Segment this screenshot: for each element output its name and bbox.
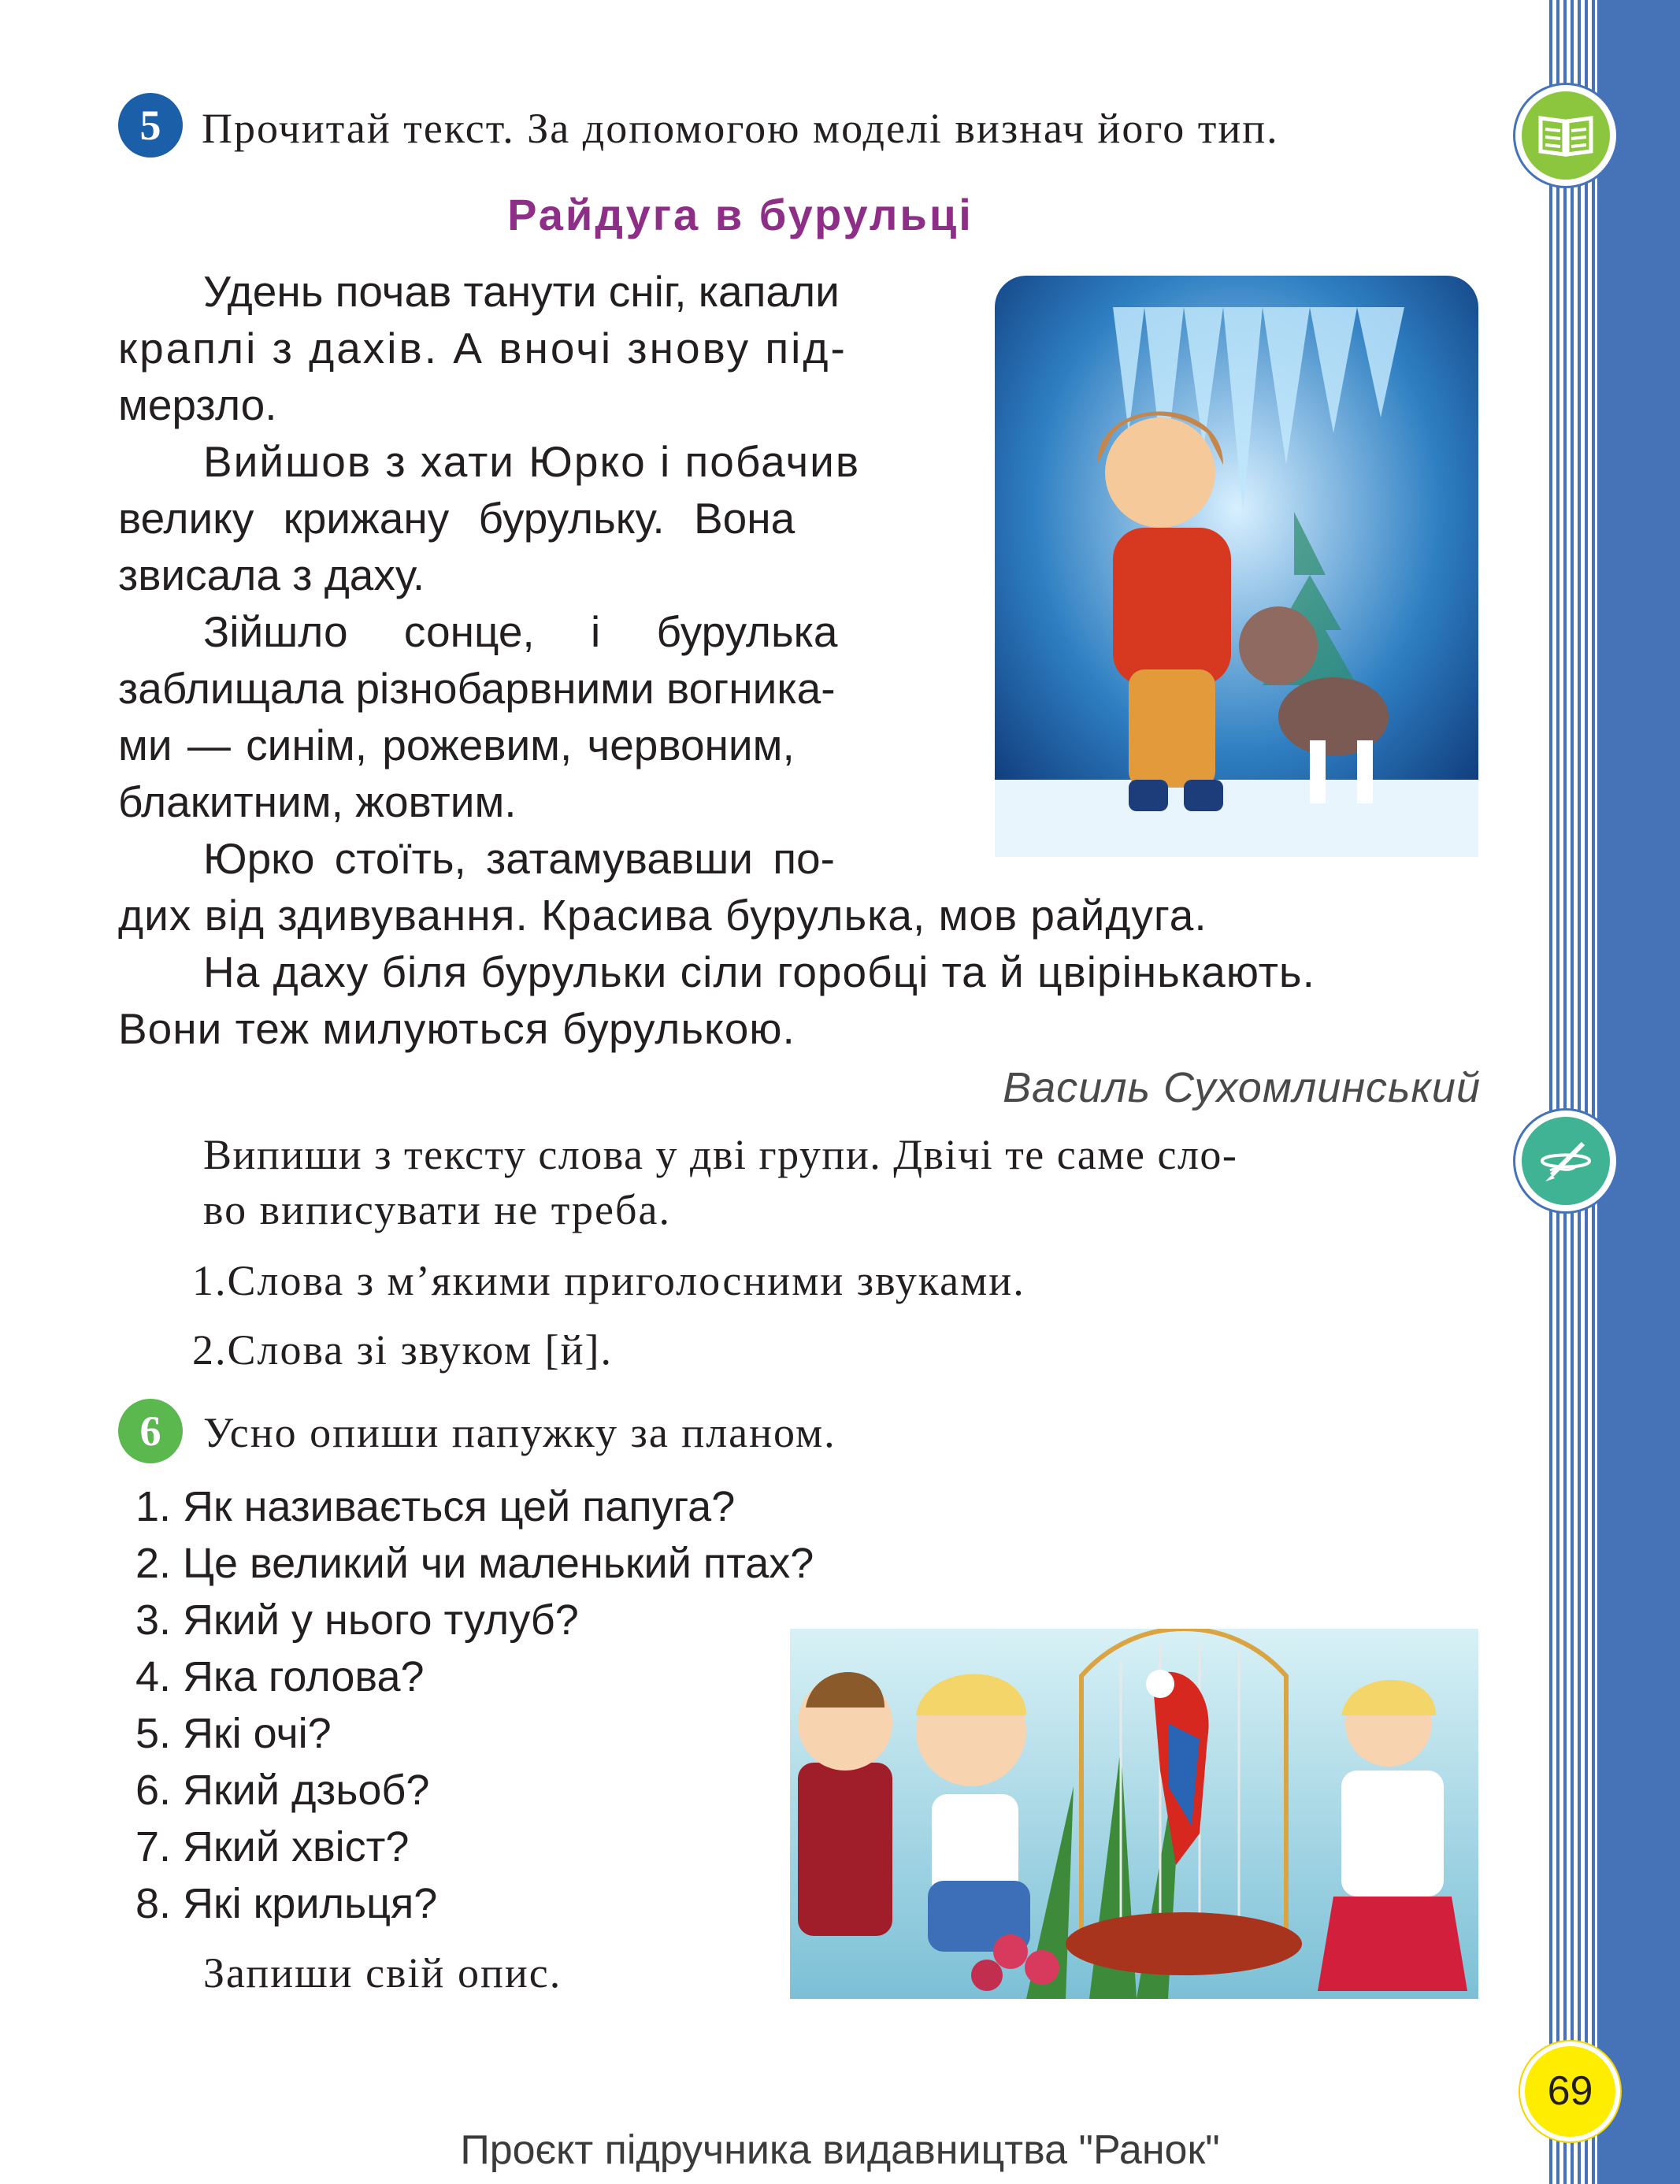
footer-note: Проєкт підручника видавництва "Ранок"	[460, 2127, 1220, 2173]
plan-item: 4. Яка голова?	[135, 1653, 425, 1700]
task-6-instruction: Усно опиши папужку за планом.	[203, 1409, 836, 1456]
open-book-icon	[1515, 85, 1616, 186]
group-item	[192, 1326, 613, 1374]
group-text: Слова зі звуком [й].	[227, 1326, 614, 1374]
plan-item: 5. Які очі?	[135, 1710, 332, 1757]
plan-item: 1. Як називається цей папуга?	[135, 1483, 736, 1530]
group-text: Слова з м’якими приголосними звуками.	[227, 1257, 1025, 1304]
story-line: Зійшло сонце, і бурулька	[203, 607, 838, 656]
side-band	[1597, 0, 1680, 2184]
task-5-instruction: Прочитай текст. За допомогою моделі визнач його тип.	[202, 105, 1279, 152]
pen-writing-icon	[1515, 1111, 1616, 1211]
story-line: звисала з даху.	[118, 551, 425, 599]
exercise-line: во виписувати не треба.	[203, 1186, 671, 1233]
plan-item: 7. Який хвіст?	[135, 1823, 410, 1871]
story-line: блакитним, жовтим.	[118, 777, 517, 826]
story-line: Юрко стоїть, затамувавши по-	[203, 834, 835, 883]
plan-item: 3. Який у нього тулуб?	[135, 1596, 579, 1644]
story-line: краплі з дахів. А вночі знову під-	[118, 324, 847, 373]
story-title: Райдуга в бурульці	[507, 190, 974, 239]
children-parrot-illustration	[790, 1629, 1478, 1999]
story-line: Вийшов з хати Юрко і побачив	[203, 437, 861, 486]
story-line: дих від здивування. Красива бурулька, мов райдуга.	[118, 891, 1207, 940]
story-line: Удень почав танути сніг, капали	[203, 267, 840, 316]
final-instruction: Запиши свій опис.	[203, 1949, 562, 1997]
task-6-number: 6	[118, 1399, 183, 1463]
task-5-number: 5	[118, 93, 183, 158]
plan-item: 8. Які крильця?	[135, 1880, 438, 1927]
story-line: мерзло.	[118, 380, 277, 429]
boy-icicle-illustration	[995, 276, 1478, 857]
exercise-line: Випиши з тексту слова у дві групи. Двічі те саме сло-	[203, 1131, 1238, 1178]
plan-item: 6. Який дзьоб?	[135, 1767, 430, 1814]
story-line: ми — синім, рожевим, червоним,	[118, 721, 795, 769]
page-number: 69	[1520, 2041, 1620, 2141]
story-author: Василь Сухомлинський	[1003, 1064, 1481, 1111]
story-line: Вони теж милуються бурулькою.	[118, 1004, 795, 1053]
group-item	[192, 1256, 1025, 1305]
story-line: велику крижану бурульку. Вона	[118, 494, 795, 543]
story-line: заблищала різнобарвними вогника-	[118, 664, 836, 713]
group-number: 1.	[192, 1257, 228, 1304]
story-line: На даху біля бурульки сіли горобці та й цвірінькають.	[203, 947, 1315, 996]
plan-item: 2. Це великий чи маленький птах?	[135, 1540, 814, 1587]
group-number: 2.	[192, 1326, 228, 1374]
side-stripes	[1545, 0, 1597, 2184]
